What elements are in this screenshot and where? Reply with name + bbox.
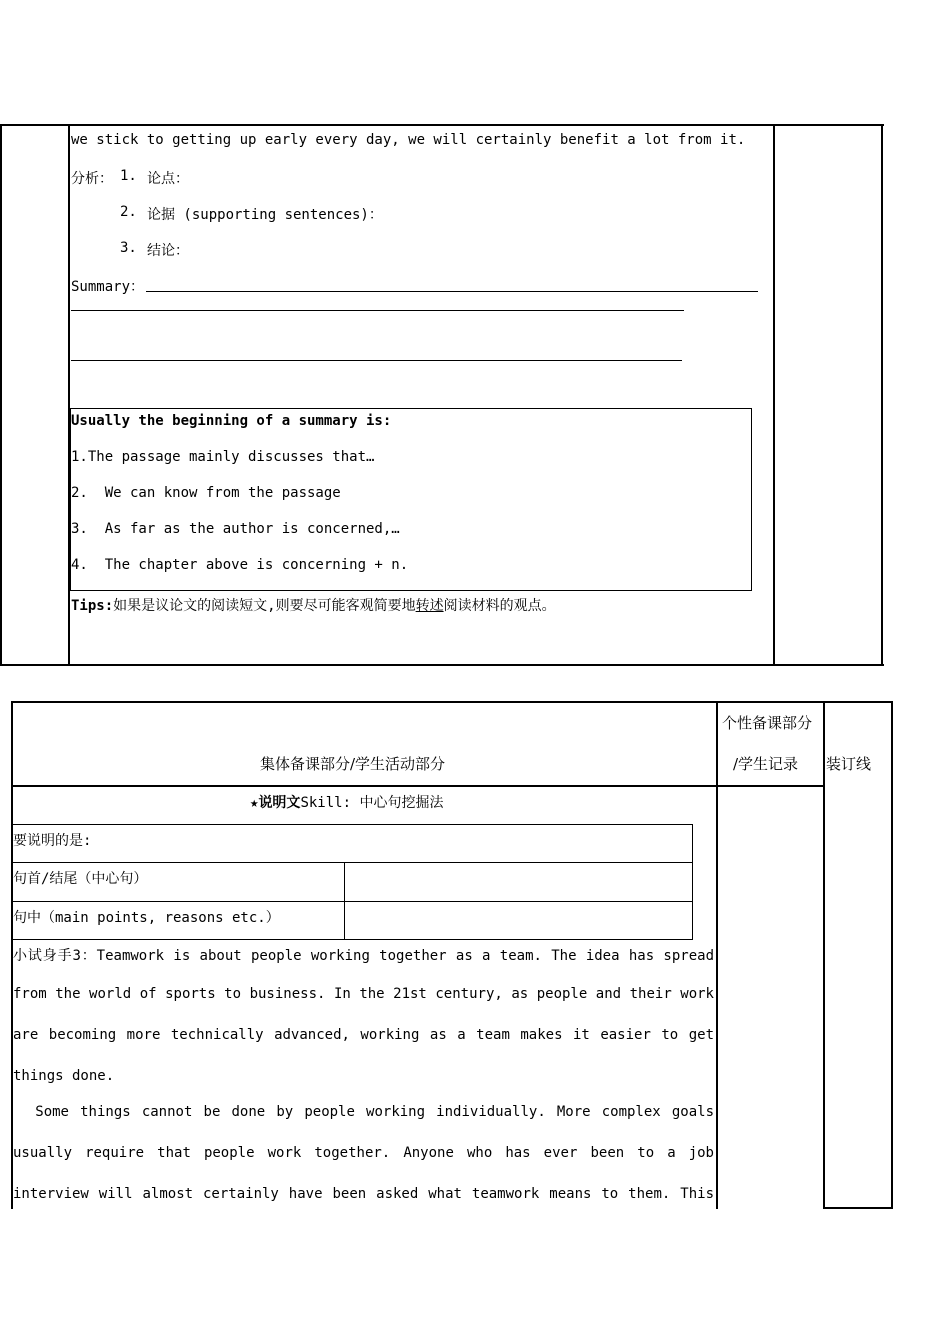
table-1-col-divider-2 [773,124,775,666]
header-personal-line-1: 个性备课部分 [722,714,813,732]
point-1-text: 论点： [147,171,189,187]
star-icon: ★ [250,795,259,811]
header-personal-line-2: /学生记录 [733,755,799,773]
summary-beginning-item-3: 3. As far as the author is concerned,… [71,521,400,537]
table-1-bottom-border [0,664,884,666]
table-1-left-border [0,124,2,666]
skill-heading [250,792,443,812]
analysis-label: 分析： [71,171,113,187]
summary-answer-line-3[interactable] [71,360,682,361]
header-main-title: 集体备课部分/学生活动部分 [260,755,446,773]
point-1-number: 1. [120,168,137,184]
tips-line [71,595,556,615]
summary-answer-line-1[interactable] [146,291,758,292]
inner-table-row-divider-2 [11,901,693,902]
table-1-top-border [0,124,884,126]
tips-text-underlined: 转述 [415,598,444,614]
summary-beginning-item-4: 4. The chapter above is concerning + n. [71,557,409,573]
tips-text-after: 阅读材料的观点。 [443,598,556,614]
table-1-right-border [881,124,883,666]
practice-line-6: usually require that people work together. Anyone who has ever been to a job [13,1145,714,1161]
skill-name: Skill: 中心句挖掘法 [300,795,444,811]
point-2-text: 论据 (supporting sentences)： [147,207,383,223]
table-2-col-divider-1 [716,701,718,1209]
binding-line-label: 装订线 [826,755,872,773]
point-3-number: 3. [120,240,137,256]
inner-row-1-label: 要说明的是: [13,833,92,849]
summary-beginning-item-2: 2. We can know from the passage [71,485,341,501]
practice-line-1: 小试身手3：Teamwork is about people working together as a team. The idea has spread [13,948,714,964]
practice-line-7: interview will almost certainly have been asked what teamwork means to them. This [13,1186,714,1202]
inner-table-row-divider-1 [11,862,693,863]
inner-row-3-label: 句中（main points, reasons etc.） [13,910,280,926]
point-2-number: 2. [120,204,137,220]
intro-sentence: we stick to getting up early every day, we will certainly benefit a lot from it. [71,132,746,148]
summary-beginning-item-1: 1.The passage mainly discusses that… [71,449,375,465]
summary-label: Summary： [71,279,145,295]
table-2-top-border [11,701,893,703]
tips-label: Tips: [71,598,114,614]
point-3-text: 结论： [147,243,189,259]
practice-line-4: things done. [13,1068,115,1084]
inner-row-2-label: 句首/结尾（中心句） [13,871,148,887]
practice-line-2: from the world of sports to business. In the 21st century, as people and their work [13,986,714,1002]
practice-line-3: are becoming more technically advanced, working as a team makes it easier to get [13,1027,714,1043]
table-2-header-bottom-border [11,785,824,787]
inner-table-col-divider [344,862,345,940]
table-2-binding-bottom-border [823,1207,893,1209]
practice-line-5: Some things cannot be done by people working individually. More complex goals [13,1104,714,1120]
skill-genre: 说明文 [258,795,301,811]
tips-text-before: 如果是议论文的阅读短文,则要尽可能客观简要地 [113,598,416,614]
table-2-col-divider-2 [823,701,825,1209]
summary-answer-line-2[interactable] [71,310,684,311]
summary-box-heading: Usually the beginning of a summary is: [71,413,392,429]
table-2-right-border [891,701,893,1209]
